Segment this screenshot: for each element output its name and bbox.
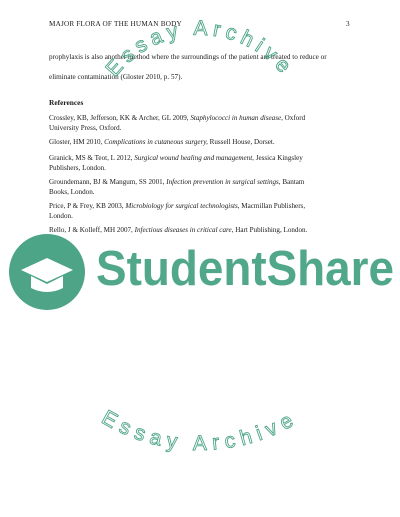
- watermark-arc-top: Essay Archive: [101, 16, 299, 82]
- reference-item: Crossley, KB, Jefferson, KK & Archer, GL 2009, Staphylococci in human disease, Oxford University Press, Oxford.: [49, 114, 306, 132]
- reference-item: Gloster, HM 2010, Complications in cutaneous surgery, Russell House, Dorset.: [49, 138, 275, 146]
- watermark-brand: StudentShare: [96, 242, 394, 296]
- reference-item: Price, P & Frey, KB 2003, Microbiology for surgical technologists, Macmillan Publishers, London.: [49, 202, 306, 220]
- watermark-arc-bottom: Essay Archive: [97, 406, 303, 456]
- references-heading: References: [49, 98, 84, 107]
- reference-item: Rello, J & Kolleff, MH 2007, Infectious diseases in critical care, Hart Publishing, London.: [49, 226, 308, 234]
- reference-item: Granick, MS & Teot, L 2012, Surgical wound healing and management, Jessica Kingsley Publishers, London.: [49, 154, 303, 172]
- body-line: prophylaxis is also another method where the surroundings of the patient are treated to reduce or: [49, 53, 327, 61]
- page-number: 3: [346, 20, 350, 28]
- body-line: eliminate contamination (Gloster 2010, p. 57).: [49, 73, 183, 81]
- reference-item: Groundemann, BJ & Mangum, SS 2001, Infection prevention in surgical settings, Bantam Books, London.: [49, 178, 305, 196]
- running-header: MAJOR FLORA OF THE HUMAN BODY: [49, 20, 182, 28]
